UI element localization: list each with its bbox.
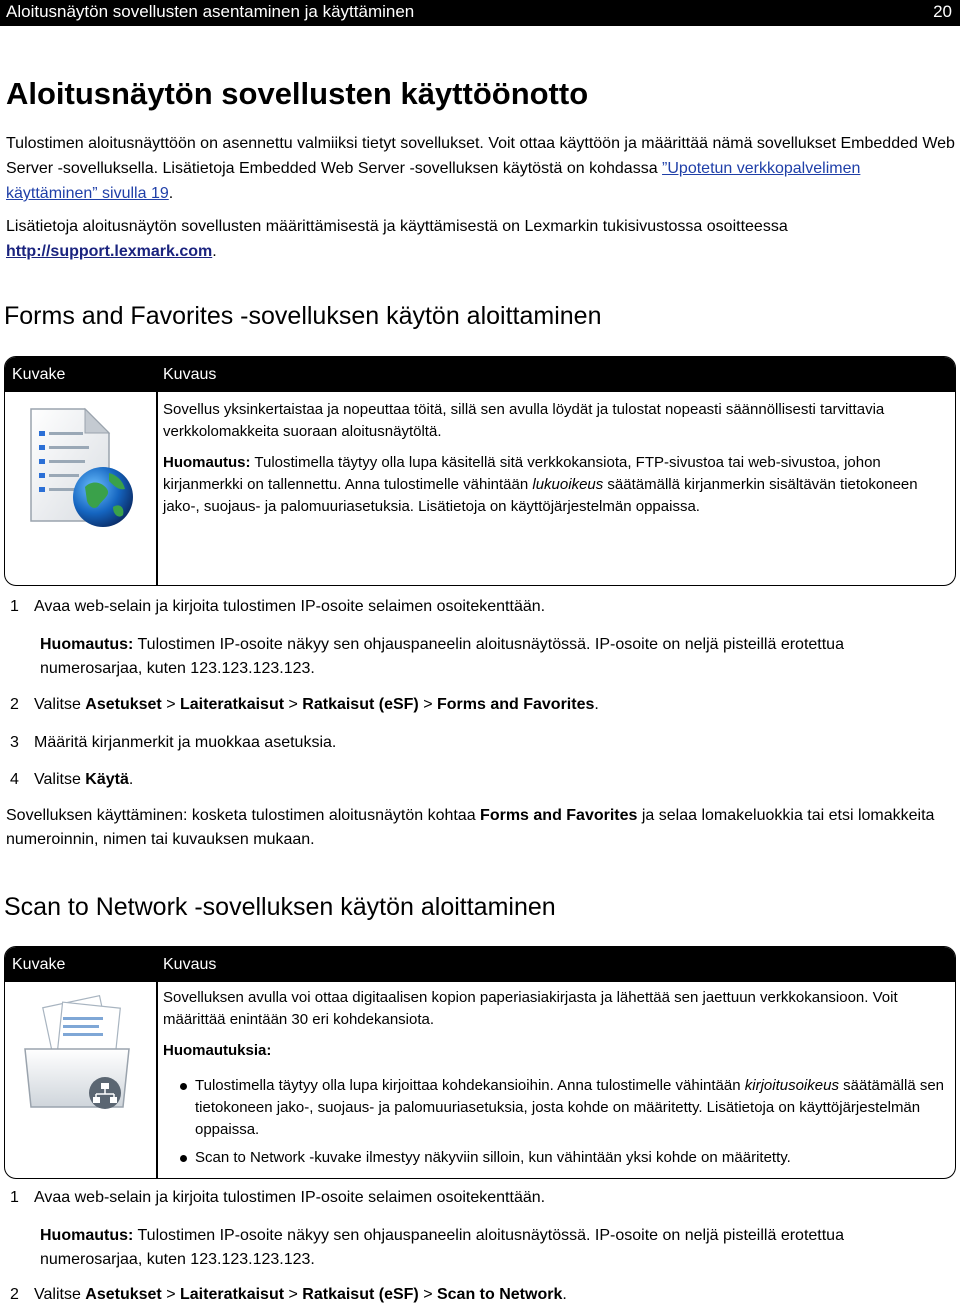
bullet-dot	[180, 1155, 187, 1162]
menu-path-ratkaisut: Ratkaisut (eSF)	[302, 1286, 419, 1303]
scan-step-2	[10, 1283, 950, 1307]
forms-step-1-note	[40, 633, 940, 681]
path-separator: >	[161, 1286, 180, 1303]
menu-path-laiteratkaisut: Laiteratkaisut	[180, 696, 285, 713]
menu-path-scan-to-network: Scan to Network	[436, 1286, 563, 1303]
scan-table-header	[5, 947, 955, 982]
path-separator: >	[418, 1286, 437, 1303]
forms-usage	[6, 804, 956, 852]
scan-desc-p1: Sovelluksen avulla voi ottaa digitaalisen kopion paperiasiakirjasta ja lähettää sen jaettuun verkkokansioon. Voit määrittää enintään 30 eri kohdekansiota.	[163, 989, 898, 1028]
main-heading: Aloitusnäytön sovellusten käyttöönotto	[6, 76, 589, 111]
intro-text-1: Tulostimen aloitusnäyttöön on asennettu valmiiksi tietyt sovellukset. Voit ottaa käyttöön ja määrittää nämä sovellukset Embedded Web Server -sovelluksella. Lisätietoja Embedded Web Server -sovelluksen käytöstä on kohdassa	[6, 135, 955, 177]
scan-to-network-icon	[19, 995, 143, 1113]
step-number: 3	[10, 734, 19, 751]
table-divider	[156, 947, 158, 1178]
page-number: 20	[933, 2, 952, 21]
bullet-text: Scan to Network -kuvake ilmestyy näkyviin silloin, kun vähintään yksi kohde on määritetty.	[195, 1149, 791, 1166]
scan-table	[4, 946, 956, 1179]
scan-bullet-1	[195, 1075, 945, 1141]
path-separator: >	[161, 696, 180, 713]
scan-description	[163, 987, 945, 1071]
intro-end-2: .	[212, 243, 217, 260]
note-text-b: säätämällä kirjanmerkin sisältävän tietokoneen jako-, suojaus- ja palomuuriasetuksia. Lisätietoja on käyttöjärjestelmän oppaissa.	[163, 476, 918, 515]
menu-path-ratkaisut: Ratkaisut (eSF)	[302, 696, 419, 713]
forms-step-3	[10, 731, 950, 755]
step-text: Valitse	[34, 1286, 86, 1303]
notes-label: Huomautuksia:	[163, 1042, 272, 1059]
menu-path-asetukset: Asetukset	[85, 1286, 162, 1303]
step-number: 1	[10, 598, 19, 615]
forms-step-4	[10, 768, 950, 792]
path-separator: >	[284, 696, 303, 713]
path-separator: >	[284, 1286, 303, 1303]
step-text: Valitse	[34, 696, 86, 713]
menu-path-kayta: Käytä	[85, 771, 129, 788]
bullet-text-b: säätämällä sen tietokoneen jako-, suojaus- ja palomuuriasetuksia, josta kohde on määritetty. Lisätietoja on käyttöjärjestelmän oppaissa.	[195, 1077, 945, 1138]
forms-step-2	[10, 693, 950, 717]
bullet-dot	[180, 1083, 187, 1090]
scan-heading: Scan to Network -sovelluksen käytön aloittaminen	[4, 893, 556, 921]
scan-notes-label	[163, 1040, 945, 1062]
note-label: Huomautus:	[40, 636, 134, 653]
note-text-a: Tulostimella täytyy olla lupa käsitellä sitä verkkokansiota, FTP-sivustoa tai web-sivustoa, johon kirjanmerkki on tallennettu. Anna tulostimelle vähintään	[163, 454, 881, 493]
step-text: Määritä kirjanmerkit ja muokkaa asetuksia.	[34, 734, 337, 751]
table-divider	[156, 357, 158, 585]
forms-desc-p1: Sovellus yksinkertaistaa ja nopeuttaa töitä, sillä sen avulla löydät ja tulostat nopeasti säännöllisesti tarvittavia verkkolomakkeita suoraan aloitusnäytöltä.	[163, 401, 885, 440]
menu-path-asetukset: Asetukset	[85, 696, 162, 713]
note-text: Tulostimen IP-osoite näkyy sen ohjauspaneelin aloitusnäytössä. IP-osoite on neljä pisteillä erotettua numerosarjaa, kuten 123.123.123.123.	[40, 1227, 844, 1268]
header-title: Aloitusnäytön sovellusten asentaminen ja käyttäminen	[6, 2, 415, 21]
col-icon-label: Kuvake	[12, 366, 66, 383]
note-label: Huomautus:	[163, 454, 251, 471]
usage-text-a: Sovelluksen käyttäminen: kosketa tulostimen aloitusnäytön kohtaa	[6, 807, 481, 824]
note-emphasis: lukuoikeus	[532, 476, 604, 493]
step-text: Valitse	[34, 771, 86, 788]
forms-table-header	[5, 357, 955, 392]
step-number: 1	[10, 1189, 19, 1206]
step-end: .	[562, 1286, 567, 1303]
usage-bold: Forms and Favorites	[480, 807, 638, 824]
bullet-text-a: Tulostimella täytyy olla lupa kirjoittaa kohdekansioihin. Anna tulostimelle vähintään	[195, 1077, 745, 1094]
forms-desc-note	[163, 452, 945, 518]
intro-paragraph-2	[6, 214, 956, 264]
link-support-lexmark[interactable]: http://support.lexmark.com	[6, 243, 213, 260]
step-text: Avaa web-selain ja kirjoita tulostimen IP-osoite selaimen osoitekenttään.	[34, 1189, 546, 1206]
scan-step-1-note	[40, 1224, 940, 1272]
col-desc-label: Kuvaus	[163, 366, 217, 383]
col-desc-label: Kuvaus	[163, 956, 217, 973]
link-embedded-web-server[interactable]: ”Upotetun verkkopalvelimen käyttäminen” sivulla 19	[6, 160, 861, 202]
intro-end-1: .	[168, 185, 174, 202]
forms-table	[4, 356, 956, 586]
step-number: 2	[10, 1286, 19, 1303]
step-number: 4	[10, 771, 19, 788]
bullet-emphasis: kirjoitusoikeus	[744, 1077, 839, 1094]
forms-description	[163, 399, 945, 527]
step-end: .	[128, 771, 134, 788]
forms-heading: Forms and Favorites -sovelluksen käytön aloittaminen	[4, 302, 602, 330]
page-header	[0, 0, 960, 26]
col-icon-label: Kuvake	[12, 956, 66, 973]
forms-favorites-icon	[23, 403, 141, 533]
step-end: .	[594, 696, 599, 713]
step-number: 2	[10, 696, 19, 713]
intro-text-2: Lisätietoja aloitusnäytön sovellusten määrittämisestä ja käyttämisestä on Lexmarkin tukisivustossa osoitteessa	[6, 218, 788, 235]
path-separator: >	[418, 696, 437, 713]
scan-bullet-2	[195, 1147, 945, 1169]
note-label: Huomautus:	[40, 1227, 134, 1244]
usage-text-b: ja selaa lomakeluokkia tai etsi lomakkeita numeroinnin, nimen tai kuvauksen mukaan.	[6, 807, 935, 848]
step-text: Avaa web-selain ja kirjoita tulostimen IP-osoite selaimen osoitekenttään.	[34, 598, 546, 615]
forms-step-1	[10, 595, 950, 619]
note-text: Tulostimen IP-osoite näkyy sen ohjauspaneelin aloitusnäytössä. IP-osoite on neljä pisteillä erotettua numerosarjaa, kuten 123.123.123.123.	[40, 636, 844, 677]
scan-step-1	[10, 1186, 950, 1210]
menu-path-laiteratkaisut: Laiteratkaisut	[180, 1286, 285, 1303]
intro-paragraph-1	[6, 131, 956, 206]
menu-path-forms-favorites: Forms and Favorites	[436, 696, 595, 713]
